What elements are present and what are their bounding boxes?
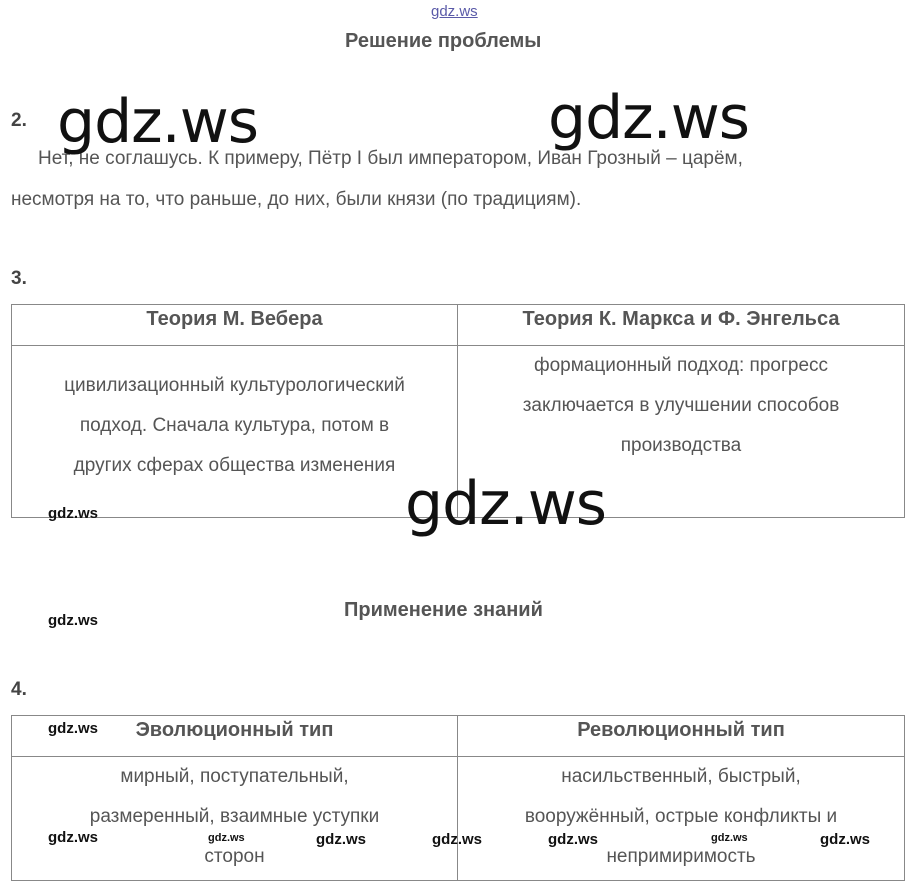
watermark-small: gdz.ws [48,612,99,629]
question-3-number: 3. [11,268,27,289]
development-types-table [11,715,905,881]
types-table-header-revolutionary: Революционный тип [458,716,905,757]
theories-table-cell-weber [12,346,458,518]
watermark-small: gdz.ws [48,505,99,522]
watermark-large: gdz.ws [548,83,750,153]
types-table-cell-revolutionary [458,757,905,881]
types-table-header-evolutionary: Эволюционный тип [12,716,458,757]
watermark-large: gdz.ws [57,87,259,157]
site-link[interactable]: gdz.ws [431,3,478,20]
question-2-number: 2. [11,110,27,131]
theories-table-header-marx: Теория К. Маркса и Ф. Энгельса [458,305,905,346]
cell-line: подход. Сначала культура, потом в [79,415,390,436]
cell-line: насильственный, быстрый, [561,766,801,787]
theories-table-header-weber: Теория М. Вебера [12,305,458,346]
cell-line: цивилизационный культурологический [64,375,405,396]
cell-line: вооружённый, острые конфликты и [524,806,838,827]
cell-line: формационный подход: прогресс [533,355,829,376]
cell-line: мирный, поступательный, [120,766,349,787]
watermark-tiny: gdz.ws [711,832,748,844]
watermark-tiny: gdz.ws [208,832,245,844]
watermark-small: gdz.ws [48,829,99,846]
cell-line: размеренный, взаимные уступки [89,806,380,827]
cell-line: сторон [204,846,265,867]
types-table-cell-evolutionary [12,757,458,881]
cell-line: производства [620,435,742,456]
cell-line: заключается в улучшении способов [522,395,840,416]
section-title-problem: Решение проблемы [345,30,542,52]
cell-line: непримиримость [606,846,756,867]
cell-line: других сферах общества изменения [73,455,396,476]
watermark-small: gdz.ws [432,831,483,848]
watermark-small: gdz.ws [48,720,99,737]
question-4-number: 4. [11,679,27,700]
watermark-small: gdz.ws [316,831,367,848]
section-title-application: Применение знаний [344,599,543,621]
question-2-line-1: Нет, не соглашусь. К примеру, Пётр I был императором, Иван Грозный – царём, [38,148,743,169]
question-2-line-2: несмотря на то, что раньше, до них, были князи (по традициям). [11,189,582,210]
watermark-small: gdz.ws [820,831,871,848]
watermark-small: gdz.ws [548,831,599,848]
watermark-large: gdz.ws [405,469,607,539]
